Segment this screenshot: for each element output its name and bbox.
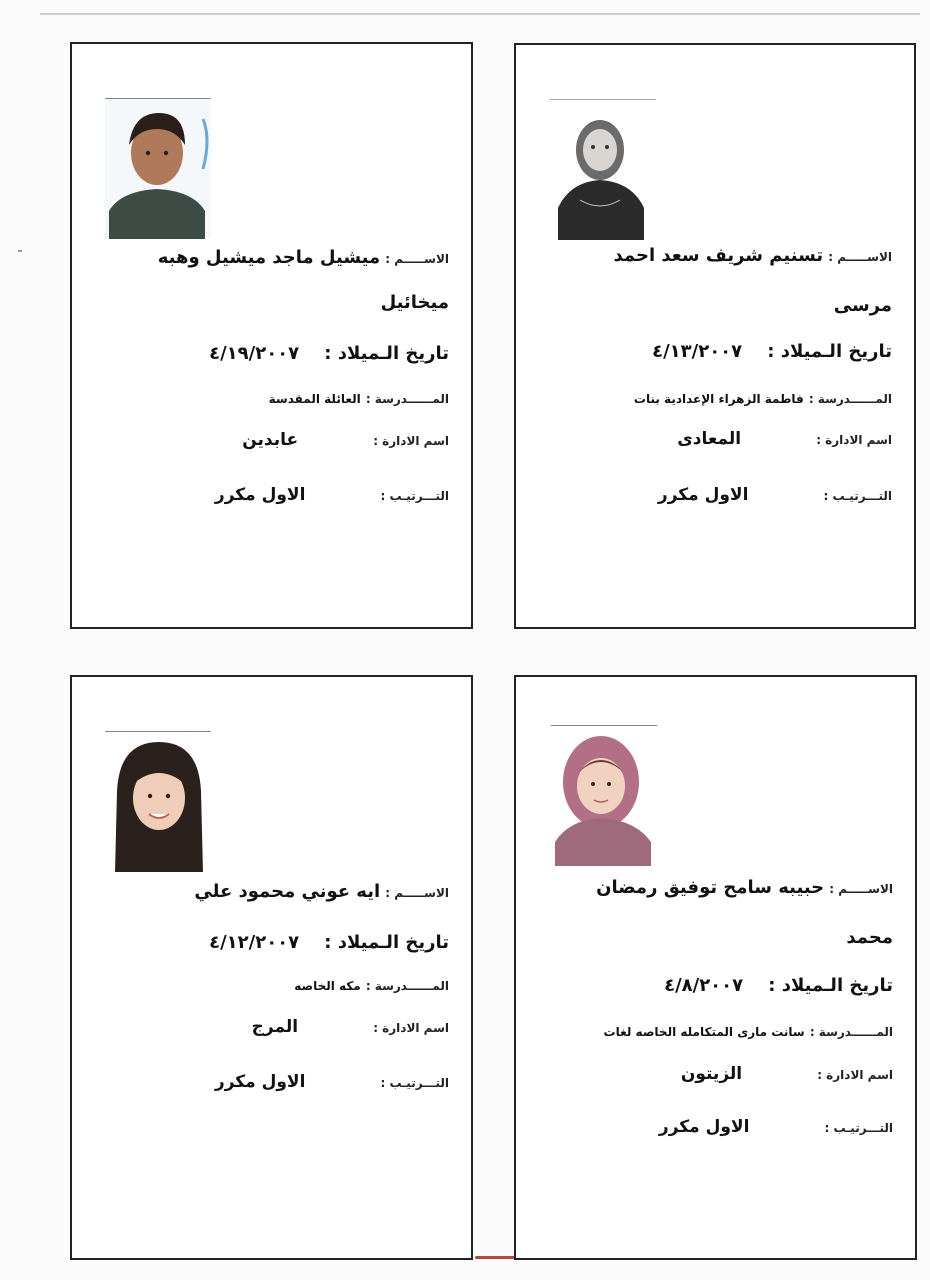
- school-name: سانت مارى المتكامله الخاصه لغات: [603, 1025, 805, 1039]
- student-name-line2: ميخائيل: [380, 292, 449, 313]
- student-name-line1: ايه عوني محمود علي: [194, 881, 381, 902]
- student-photo: [105, 731, 211, 872]
- student-card: [70, 675, 473, 1260]
- student-photo: [105, 98, 211, 239]
- rank-value: الاول مكرر: [657, 485, 749, 505]
- birth-date: ٤/١٩/٢٠٠٧: [209, 343, 300, 364]
- name-label: الاســـــم :: [829, 882, 893, 896]
- student-card: [514, 43, 916, 629]
- rank-label: التـــرتيـب :: [380, 489, 449, 503]
- student-photo: [550, 99, 656, 240]
- school-label: المــــــدرسة :: [809, 1025, 893, 1039]
- school-name: العائلة المقدسة: [268, 392, 361, 406]
- admin-label: اسم الادارة :: [373, 1021, 449, 1035]
- school-name: مكه الخاصه: [294, 979, 361, 993]
- name-label: الاســـــم :: [385, 252, 449, 266]
- student-name-line1: ميشيل ماجد ميشيل وهبه: [157, 247, 381, 268]
- school-label: المــــــدرسة :: [808, 392, 892, 406]
- rank-label: التـــرتيـب :: [823, 489, 892, 503]
- rank-value: الاول مكرر: [214, 485, 306, 505]
- student-photo: [551, 725, 657, 866]
- school-label: المــــــدرسة :: [365, 979, 449, 993]
- school-label: المــــــدرسة :: [365, 392, 449, 406]
- student-card: [514, 675, 917, 1260]
- top-rule: [40, 13, 920, 15]
- administration-name: المعادى: [677, 429, 742, 449]
- admin-label: اسم الادارة :: [373, 434, 449, 448]
- birth-date: ٤/١٢/٢٠٠٧: [209, 932, 300, 953]
- rank-value: الاول مكرر: [214, 1072, 306, 1092]
- name-label: الاســـــم :: [385, 886, 449, 900]
- birth-date: ٤/٨/٢٠٠٧: [664, 975, 744, 996]
- birth-label: تاريخ الـميلاد :: [324, 932, 449, 953]
- name-label: الاســـــم :: [828, 250, 892, 264]
- administration-name: عابدين: [242, 430, 299, 450]
- admin-label: اسم الادارة :: [816, 433, 892, 447]
- birth-date: ٤/١٣/٢٠٠٧: [652, 341, 743, 362]
- rank-label: التـــرتيـب :: [380, 1076, 449, 1090]
- birth-label: تاريخ الـميلاد :: [768, 975, 893, 996]
- scan-mark: [18, 250, 22, 252]
- administration-name: المرج: [251, 1017, 299, 1037]
- student-name-line2: محمد: [846, 927, 893, 948]
- administration-name: الزيتون: [680, 1064, 743, 1084]
- student-card: [70, 42, 473, 629]
- rank-value: الاول مكرر: [658, 1117, 750, 1137]
- student-name-line2: مرسى: [833, 295, 892, 316]
- student-name-line1: تسنيم شريف سعد احمد: [613, 245, 824, 266]
- admin-label: اسم الادارة :: [817, 1068, 893, 1082]
- rank-label: التـــرتيـب :: [824, 1121, 893, 1135]
- birth-label: تاريخ الـميلاد :: [324, 343, 449, 364]
- birth-label: تاريخ الـميلاد :: [767, 341, 892, 362]
- school-name: فاطمة الزهراء الإعدادية بنات: [633, 392, 804, 406]
- student-name-line1: حبيبه سامح توفيق رمضان: [596, 877, 825, 898]
